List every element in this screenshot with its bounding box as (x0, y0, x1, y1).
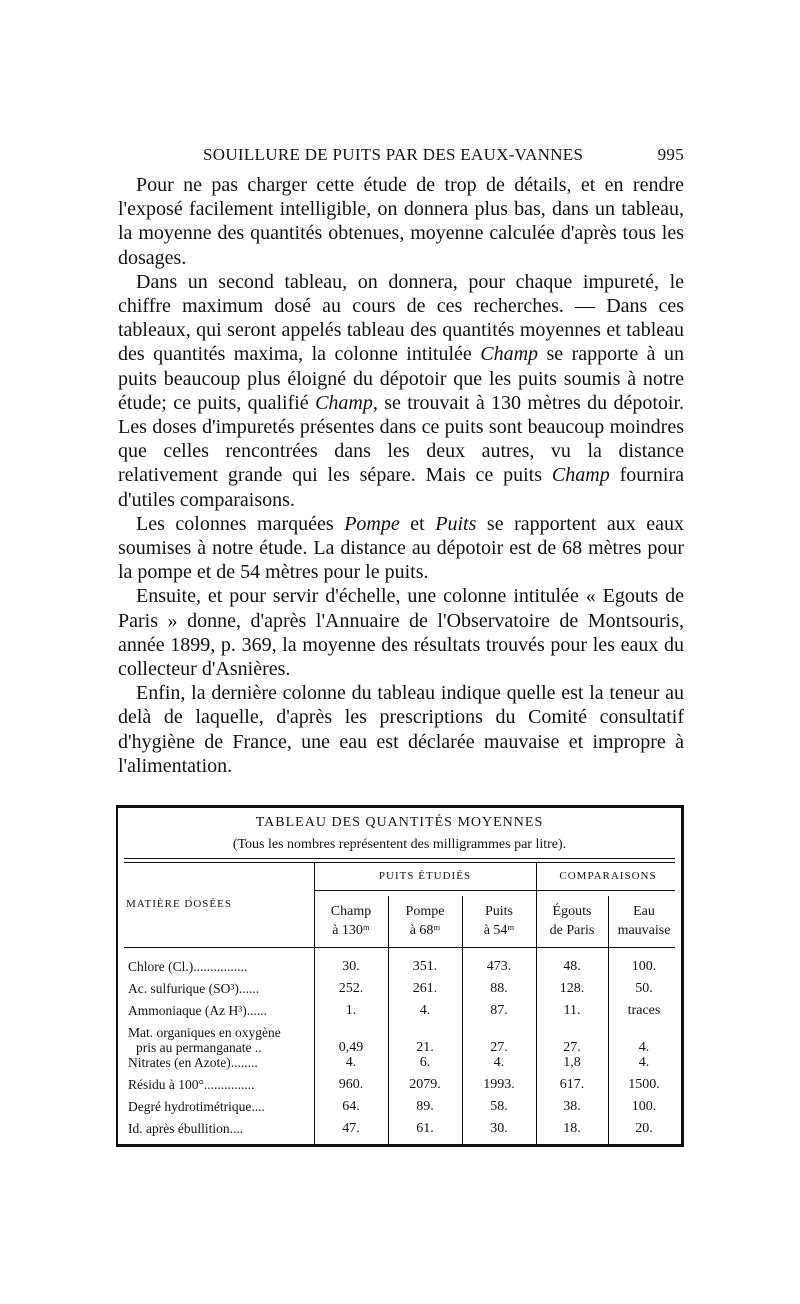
row-label: Id. après ébullition.... (128, 1121, 244, 1136)
paragraph-3 (118, 512, 684, 585)
table-cell: 1. (345, 1003, 357, 1018)
table-cell: 4. (638, 1055, 650, 1070)
text-run: Les colonnes marquées (136, 512, 345, 535)
col-header-eau: Eau (633, 904, 655, 919)
text-run: se rapportent aux eaux soumises à notre étude. La distance au dépotoir est de 68 mètres pour la pompe et de 54 mètres pour le puits. (118, 512, 684, 584)
table-cell: 89. (416, 1099, 434, 1114)
table-cell: 252. (338, 981, 364, 996)
table-cell: 1993. (483, 1077, 515, 1092)
table-cell: 960. (338, 1077, 364, 1092)
table-cell: 4. (419, 1003, 431, 1018)
paragraph-5: Enfin, la dernière colonne du tableau indique quelle est la teneur au delà de laquelle, d'après les prescriptions du Comité consultatif d'hygiène de France, une eau est déclarée mauvaise et impropre à l'alimentation. (118, 682, 684, 777)
group-header-comparaisons: COMPARAISONS (559, 870, 657, 882)
table-cell: 4. (638, 1040, 650, 1055)
table-cell: 21. (416, 1040, 434, 1055)
col-header-pompe-dist: à 68ᵐ (409, 923, 441, 938)
table-cell: 617. (559, 1077, 585, 1092)
row-label: Mat. organiques en oxygène (128, 1025, 281, 1040)
table-cell: 0,49 (338, 1040, 364, 1055)
table-cell: 2079. (409, 1077, 441, 1092)
paragraph-1: Pour ne pas charger cette étude de trop de détails, et en rendre l'exposé facilement intelligible, on donnera plus bas, dans un tableau, la moyenne des quantités obtenues, moyenne calculée d'après tous les dosages. (118, 174, 684, 269)
col-header-pompe: Pompe (405, 904, 445, 919)
table-cell: 88. (490, 981, 508, 996)
table-cell: 351. (412, 959, 438, 974)
page-number: 995 (657, 145, 684, 164)
row-label: Degré hydrotimétrique.... (128, 1099, 265, 1114)
header-rule (124, 947, 675, 948)
table-cell: 27. (490, 1040, 508, 1055)
text-run: et (399, 512, 436, 535)
table-cell: 261. (412, 981, 438, 996)
col-header-champ-dist: à 130ᵐ (332, 923, 370, 938)
table-subtitle: (Tous les nombres représentent des milligrammes par litre). (232, 837, 567, 852)
italic-run: Puits (435, 512, 477, 535)
text-run: se trouvait à 130 mètres du dépotoir. Les doses d'impuretés présentes dans ce puits sont beaucoup moindres que celles rencontrées dans les deux autres, vu la distance relativement grande qui les sépare. Mais ce puits (118, 391, 684, 487)
group-header-puits: PUITS ÉTUDIÉS (378, 870, 472, 882)
table-cell: 27. (563, 1040, 581, 1055)
table-cell: 100. (631, 959, 657, 974)
table-cell: 128. (559, 981, 585, 996)
col-header-egouts-place: de Paris (549, 923, 595, 938)
table-cell: 38. (563, 1099, 581, 1114)
row-label-continued: pris au permanganate .. (136, 1040, 262, 1055)
col-header-puits-dist: à 54ᵐ (483, 923, 515, 938)
paragraph-2 (118, 270, 684, 512)
table-cell: 50. (635, 981, 653, 996)
table-cell: 4. (493, 1055, 505, 1070)
row-label: Ac. sulfurique (SO³)...... (128, 981, 260, 996)
table-cell: 1500. (628, 1077, 660, 1092)
row-label: Chlore (Cl.)................ (128, 959, 248, 974)
table-cell: 64. (342, 1099, 360, 1114)
table-cell: 473. (486, 959, 512, 974)
row-label: Nitrates (en Azote)........ (128, 1055, 258, 1070)
italic-run: Champ, (315, 391, 378, 414)
table-cell: 1,8 (563, 1055, 581, 1070)
matter-header: MATIÈRE DOSÉES (126, 898, 232, 910)
rule (124, 858, 675, 859)
text-run: Dans un second tableau, on donnera, pour chaque impureté, le chiffre maximum dosé au cours de ces recherches. — Dans ces tableaux, qui seront appelés tableau des quantités moyennes et tableau des quantités maxima, la colonne intitulée (118, 270, 684, 366)
running-title: SOUILLURE DE PUITS PAR DES EAUX-VANNES (203, 145, 584, 164)
table-title: TABLEAU DES QUANTITÉS MOYENNES (255, 815, 544, 830)
italic-run: Pompe (344, 512, 400, 535)
table-cell: 47. (342, 1121, 360, 1136)
table-cell: 4. (345, 1055, 357, 1070)
table-cell: 6. (419, 1055, 431, 1070)
col-header-puits: Puits (484, 904, 513, 919)
col-header-eau-mauvaise: mauvaise (617, 923, 671, 938)
col-header-egouts: Égouts (552, 904, 592, 919)
table-cell: 87. (490, 1003, 508, 1018)
row-label: Ammoniaque (Az H³)...... (128, 1003, 268, 1018)
table-cell: traces (627, 1003, 661, 1018)
italic-run: Champ (551, 464, 610, 487)
table-cell: 11. (563, 1003, 581, 1018)
averages-table (116, 805, 684, 1147)
table-cell: 18. (563, 1121, 581, 1136)
col-header-champ: Champ (330, 904, 372, 919)
group-rule (314, 890, 675, 891)
table-cell: 58. (490, 1099, 508, 1114)
table-cell: 100. (631, 1099, 657, 1114)
paragraph-4: Ensuite, et pour servir d'échelle, une colonne intitulée « Egouts de Paris » donne, d'après l'Annuaire de l'Observatoire de Montsouris, année 1899, p. 369, la moyenne des résultats trouvés pour les eaux du collecteur d'Asnières. (118, 585, 684, 681)
table-cell: 61. (416, 1121, 434, 1136)
italic-run: Champ (480, 343, 539, 366)
text-run: fournira d'utiles comparaisons. (118, 464, 684, 511)
table-cell: 30. (342, 959, 360, 974)
table-cell: 48. (563, 959, 581, 974)
table-cell: 20. (635, 1121, 653, 1136)
text-run: se rapporte à un puits beaucoup plus éloigné du dépotoir que les puits soumis à notre étude; ce puits, qualifié (118, 343, 684, 414)
rule (124, 862, 675, 863)
table-cell: 30. (490, 1121, 508, 1136)
row-label: Résidu à 100°............... (128, 1077, 255, 1092)
body-text (118, 173, 684, 778)
